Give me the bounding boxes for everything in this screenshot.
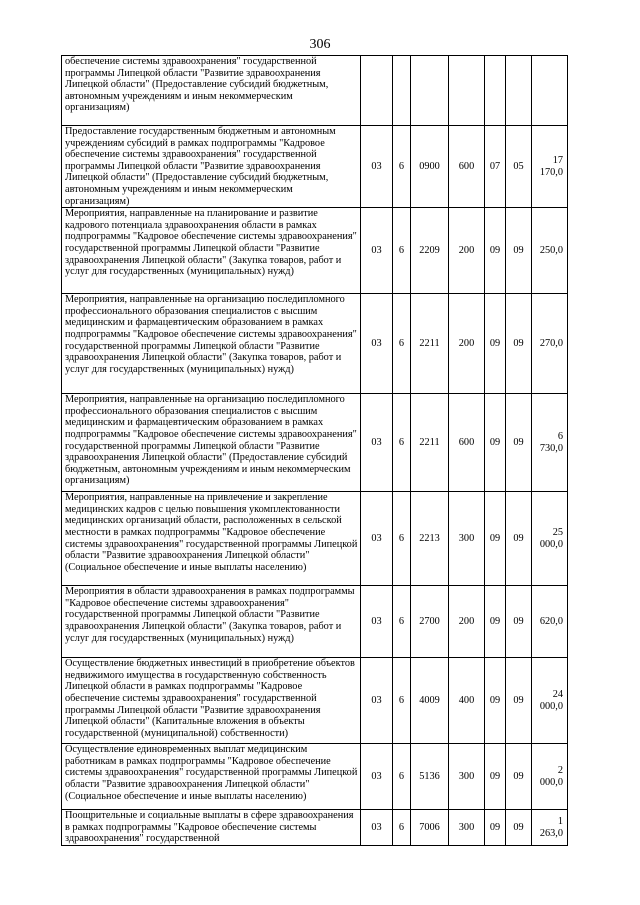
row-amount: 17 170,0 xyxy=(532,126,568,208)
row-code-2: 6 xyxy=(393,208,411,294)
row-code-3: 2209 xyxy=(411,208,449,294)
row-code-6: 09 xyxy=(506,208,532,294)
table-row xyxy=(62,294,568,394)
row-code-5: 09 xyxy=(485,658,506,744)
row-description: Предоставление государственным бюджетным и автономным учреждениям субсидий в рамках подпрограммы "Кадровое обеспечение системы здравоохранения" государственной программы Липецкой области "Развитие здравоохранения Липецкой области" (Предоставление субсидий бюджетным, автономным учреждениям и иным некоммерческим организациям) xyxy=(62,126,361,208)
row-description: Осуществление единовременных выплат медицинским работникам в рамках подпрограммы "Кадровое обеспечение системы здравоохранения" государственной программы Липецкой области "Развитие здравоохранения Липецкой области" (Социальное обеспечение и иные выплаты населению) xyxy=(62,744,361,810)
page-number: 306 xyxy=(309,37,331,52)
row-code-2: 6 xyxy=(393,126,411,208)
row-code-5: 09 xyxy=(485,586,506,658)
row-code-5: 09 xyxy=(485,394,506,492)
table-row xyxy=(62,208,568,294)
row-code-5: 09 xyxy=(485,208,506,294)
row-code-6 xyxy=(506,56,532,126)
row-code-3: 2211 xyxy=(411,294,449,394)
row-description: Мероприятия, направленные на привлечение и закрепление медицинских кадров с целью повышения укомплектованности медицинских организаций области, расположенных в сельской местности в рамках подпрограммы "Кадровое обеспечение системы здравоохранения" государственной программы Липецкой области "Развитие здравоохранения Липецкой области" (Социальное обеспечение и иные выплаты населению) xyxy=(62,492,361,586)
row-code-5: 09 xyxy=(485,294,506,394)
row-code-4: 200 xyxy=(449,208,485,294)
row-code-5: 07 xyxy=(485,126,506,208)
row-code-1: 03 xyxy=(361,810,393,846)
row-code-1: 03 xyxy=(361,744,393,810)
row-code-6: 09 xyxy=(506,492,532,586)
row-code-3: 5136 xyxy=(411,744,449,810)
row-code-6: 09 xyxy=(506,586,532,658)
row-code-3: 2211 xyxy=(411,394,449,492)
row-code-6: 09 xyxy=(506,810,532,846)
row-code-5: 09 xyxy=(485,492,506,586)
table-row xyxy=(62,492,568,586)
row-code-4: 600 xyxy=(449,394,485,492)
row-code-6: 09 xyxy=(506,744,532,810)
row-code-2 xyxy=(393,56,411,126)
row-description: Мероприятия, направленные на организацию последипломного профессионального образования специалистов с высшим медицинским и фармацевтическим образованием в рамках подпрограммы "Кадровое обеспечение системы здравоохранения" государственной программы Липецкой области "Развитие здравоохранения Липецкой области" (Предоставление субсидий бюджетным, автономным учреждениям и иным некоммерческим организациям) xyxy=(62,394,361,492)
row-code-1 xyxy=(361,56,393,126)
row-code-4: 300 xyxy=(449,744,485,810)
row-amount xyxy=(532,56,568,126)
row-code-2: 6 xyxy=(393,744,411,810)
row-amount: 24 000,0 xyxy=(532,658,568,744)
row-code-4: 200 xyxy=(449,586,485,658)
row-amount: 270,0 xyxy=(532,294,568,394)
row-code-1: 03 xyxy=(361,658,393,744)
table-row xyxy=(62,394,568,492)
row-code-5: 09 xyxy=(485,810,506,846)
row-code-1: 03 xyxy=(361,126,393,208)
row-code-4: 300 xyxy=(449,810,485,846)
table-row xyxy=(62,744,568,810)
row-code-2: 6 xyxy=(393,294,411,394)
table-row xyxy=(62,810,568,846)
row-code-1: 03 xyxy=(361,492,393,586)
row-code-4 xyxy=(449,56,485,126)
row-amount: 1 263,0 xyxy=(532,810,568,846)
row-description: обеспечение системы здравоохранения" государственной программы Липецкой области "Развитие здравоохранения Липецкой области" (Предоставление субсидий бюджетным, автономным учреждениям и иным некоммерческим организациям) xyxy=(62,56,361,126)
table-row xyxy=(62,56,568,126)
row-amount: 2 000,0 xyxy=(532,744,568,810)
row-description: Поощрительные и социальные выплаты в сфере здравоохранения в рамках подпрограммы "Кадровое обеспечение системы здравоохранения" государственной xyxy=(62,810,361,846)
row-code-2: 6 xyxy=(393,586,411,658)
row-code-6: 09 xyxy=(506,394,532,492)
row-code-1: 03 xyxy=(361,294,393,394)
row-amount: 6 730,0 xyxy=(532,394,568,492)
row-code-4: 300 xyxy=(449,492,485,586)
table-row xyxy=(62,126,568,208)
row-code-3: 0900 xyxy=(411,126,449,208)
row-description: Осуществление бюджетных инвестиций в приобретение объектов недвижимого имущества в государственную собственность Липецкой области в рамках подпрограммы "Кадровое обеспечение системы здравоохранения" государственной программы Липецкой области "Развитие здравоохранения Липецкой области" (Капитальные вложения в объекты государственной (муниципальной) собственности) xyxy=(62,658,361,744)
row-code-1: 03 xyxy=(361,208,393,294)
table-body xyxy=(62,56,568,846)
row-amount: 620,0 xyxy=(532,586,568,658)
row-code-2: 6 xyxy=(393,658,411,744)
row-code-3: 2700 xyxy=(411,586,449,658)
row-code-6: 05 xyxy=(506,126,532,208)
row-code-3: 4009 xyxy=(411,658,449,744)
row-code-2: 6 xyxy=(393,492,411,586)
row-code-5: 09 xyxy=(485,744,506,810)
row-code-1: 03 xyxy=(361,394,393,492)
row-code-3: 2213 xyxy=(411,492,449,586)
row-description: Мероприятия в области здравоохранения в рамках подпрограммы "Кадровое обеспечение системы здравоохранения" государственной программы Липецкой области "Развитие здравоохранения Липецкой области" (Закупка товаров, работ и услуг для государственных (муниципальных) нужд) xyxy=(62,586,361,658)
row-code-2: 6 xyxy=(393,394,411,492)
row-code-3 xyxy=(411,56,449,126)
row-code-6: 09 xyxy=(506,294,532,394)
row-code-6: 09 xyxy=(506,658,532,744)
row-code-4: 400 xyxy=(449,658,485,744)
row-description: Мероприятия, направленные на организацию последипломного профессионального образования специалистов с высшим медицинским и фармацевтическим образованием в рамках подпрограммы "Кадровое обеспечение системы здравоохранения" государственной программы Липецкой области "Развитие здравоохранения Липецкой области" (Закупка товаров, работ и услуг для государственных (муниципальных) нужд) xyxy=(62,294,361,394)
row-amount: 25 000,0 xyxy=(532,492,568,586)
table-row xyxy=(62,658,568,744)
row-description: Мероприятия, направленные на планирование и развитие кадрового потенциала здравоохранения области в рамках подпрограммы "Кадровое обеспечение системы здравоохранения" государственной программы Липецкой области "Развитие здравоохранения Липецкой области" (Закупка товаров, работ и услуг для государственных (муниципальных) нужд) xyxy=(62,208,361,294)
row-code-5 xyxy=(485,56,506,126)
row-code-2: 6 xyxy=(393,810,411,846)
row-code-4: 600 xyxy=(449,126,485,208)
row-code-1: 03 xyxy=(361,586,393,658)
table-row xyxy=(62,586,568,658)
row-code-3: 7006 xyxy=(411,810,449,846)
row-code-4: 200 xyxy=(449,294,485,394)
row-amount: 250,0 xyxy=(532,208,568,294)
budget-table xyxy=(61,55,568,846)
